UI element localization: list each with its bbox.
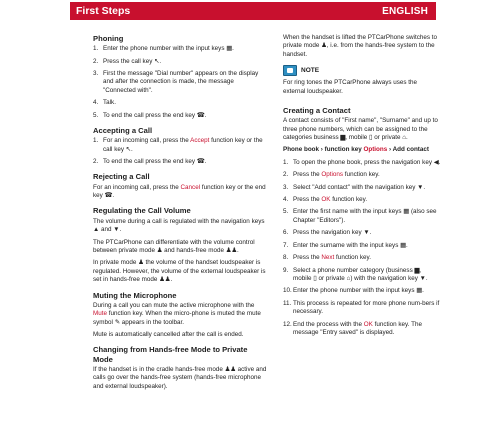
contact-steps bbox=[283, 159, 441, 338]
muting-paragraph: Mute is automatically cancelled after the call is ended. bbox=[93, 330, 244, 338]
list-item: 3. First the message "Dial number" appears on the display and after the connection is made, the message "Connected with". bbox=[93, 70, 259, 94]
list-item: 4. Press the OK function key. bbox=[283, 196, 368, 204]
note-text: For ring tones the PTCarPhone always uses the external loudspeaker. bbox=[283, 79, 418, 95]
mute-function-key-label: Mute bbox=[93, 310, 107, 318]
list-item: 1. For an incoming call, press the Accept function key or the call key ↖. bbox=[93, 137, 263, 153]
list-item: 7. Enter the surname with the input keys ▦. bbox=[283, 241, 408, 249]
volume-paragraph: The PTCarPhone can differentiate with the volume control between private mode ♟ and hands-free mode ♟♟. bbox=[93, 238, 255, 254]
page-header bbox=[70, 2, 436, 20]
private-mode-paragraph: When the handset is lifted the PTCarPhone switches to private mode ♟, i.e. from the hands-free system to the handset. bbox=[283, 34, 438, 58]
list-item: 3. Select "Add contact" with the navigation key ▼. bbox=[283, 183, 426, 191]
list-item: 5. Enter the first name with the input keys ▦ (also see Chapter "Editors"). bbox=[283, 208, 437, 224]
list-item: 1. To open the phone book, press the navigation key ◀. bbox=[283, 158, 441, 166]
list-item: 4. Talk. bbox=[93, 99, 116, 107]
heading-changing-mode: Changing from Hands-free Mode to Private Mode bbox=[93, 345, 248, 364]
changing-paragraph: If the handset is in the cradle hands-free mode ♟♟ active and calls go over the hands-free system (hands-free microphone and external loudspeaker). bbox=[93, 365, 267, 390]
contact-intro: A contact consists of "First name", "Surname" and up to three phone numbers, which can be assigned to the categories business ▆, mobile ▯ or private ⌂. bbox=[283, 117, 438, 142]
list-item: 8. Press the Next function key. bbox=[283, 254, 371, 262]
right-column bbox=[283, 34, 441, 341]
list-item: 11. This process is repeated for more phone num-bers if necessary. bbox=[283, 299, 440, 316]
list-item: 2. Press the call key ↖. bbox=[93, 57, 162, 65]
phoning-steps bbox=[93, 45, 268, 120]
heading-accepting: Accepting a Call bbox=[93, 126, 153, 136]
heading-creating-contact: Creating a Contact bbox=[283, 106, 351, 116]
volume-paragraph: In private mode ♟ the volume of the handset loudspeaker is regulated. However, the volume of the external loudspeaker is set in hands-free mode ♟♟. bbox=[93, 259, 266, 284]
options-path-label: Options bbox=[363, 146, 388, 154]
list-item: 2. Press the Options function key. bbox=[283, 171, 380, 179]
accept-function-key-label: Accept bbox=[190, 137, 210, 145]
heading-volume: Regulating the Call Volume bbox=[93, 206, 191, 216]
left-column bbox=[93, 34, 268, 395]
list-item: 12. End the process with the OK function key. The message "Entry saved" is displayed. bbox=[283, 320, 422, 336]
heading-muting: Muting the Microphone bbox=[93, 290, 177, 300]
muting-paragraph: During a call you can mute the active microphone with the Mute function key. When the micro-phone is muted the mute symbol ✎ appears in the toolbar. bbox=[93, 301, 261, 326]
list-item: 6. Press the navigation key ▼. bbox=[283, 229, 372, 237]
rejecting-text: For an incoming call, press the Cancel function key or the end key ☎. bbox=[93, 183, 266, 200]
note-icon bbox=[283, 65, 297, 76]
list-item: 10. Enter the phone number with the input keys ▦. bbox=[283, 287, 424, 295]
note-label: NOTE bbox=[301, 66, 320, 74]
heading-rejecting: Rejecting a Call bbox=[93, 172, 150, 182]
volume-paragraph: The volume during a call is regulated with the navigation keys ▲ and ▼. bbox=[93, 217, 265, 234]
list-item: 1. Enter the phone number with the input keys ▦. bbox=[93, 45, 234, 53]
accepting-steps bbox=[93, 137, 268, 166]
cancel-function-key-label: Cancel bbox=[180, 183, 201, 191]
list-item: 2. To end the call press the end key ☎. bbox=[93, 158, 207, 166]
section-title: First Steps bbox=[76, 5, 131, 17]
language-label: ENGLISH bbox=[382, 5, 428, 17]
heading-phoning: Phoning bbox=[93, 34, 124, 43]
list-item: 9. Select a phone number category (business ▆, mobile ▯ or private ⌂) with the navigation key ▼. bbox=[283, 266, 428, 282]
list-item: 5. To end the call press the end key ☎. bbox=[93, 111, 207, 119]
menu-path: Phone book › function key Options › Add contact bbox=[283, 146, 430, 154]
note-box bbox=[283, 65, 441, 76]
